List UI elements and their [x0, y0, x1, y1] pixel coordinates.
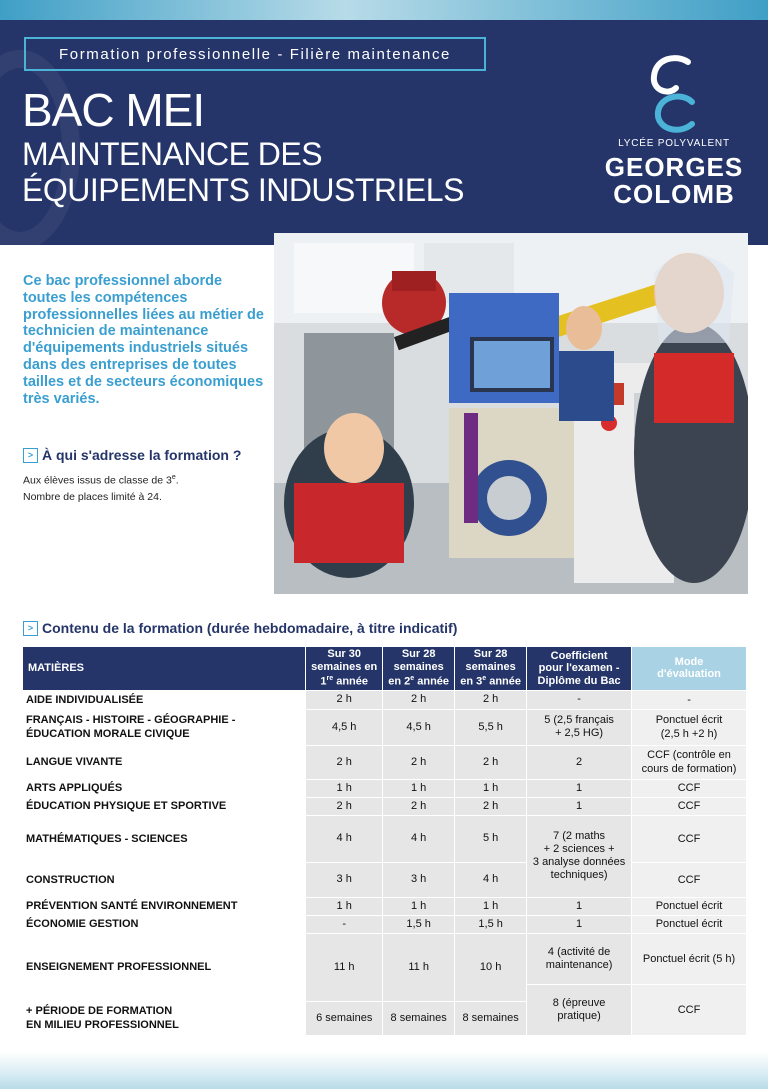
table-row	[23, 709, 747, 745]
subject-name: ENSEIGNEMENT PROFESSIONNEL	[23, 933, 306, 1001]
evaluation-mode: CCF	[632, 815, 747, 862]
arrow-box-icon: >	[23, 621, 38, 636]
hours-year-2: 4 h	[383, 815, 455, 862]
evaluation-mode-line-1: CCF (contrôle en	[647, 749, 731, 761]
hours-year-1: 2 h	[306, 690, 383, 709]
coefficient: 1	[527, 915, 632, 933]
header-coefficient	[527, 647, 632, 690]
subject-name: ARTS APPLIQUÉS	[23, 779, 306, 797]
header-year-2-sup: e	[410, 675, 415, 683]
header-year-2	[383, 647, 455, 690]
hours-year-3: 2 h	[455, 745, 527, 779]
coefficient: 1	[527, 797, 632, 815]
hours-year-2: 2 h	[383, 745, 455, 779]
school-logo	[594, 40, 754, 240]
table-row	[23, 690, 747, 709]
coefficient-line-2: pratique)	[557, 1009, 601, 1022]
subject-name-line-2: EN MILIEU PROFESSIONNEL	[26, 1019, 179, 1031]
hours-year-2: 2 h	[383, 797, 455, 815]
subject-name-line-1: + PÉRIODE DE FORMATION	[26, 1005, 173, 1017]
hours-year-3: 5 h	[455, 815, 527, 862]
subject-name	[23, 1001, 306, 1035]
hours-year-2: 2 h	[383, 690, 455, 709]
coefficient	[527, 984, 632, 1035]
evaluation-mode	[632, 745, 747, 779]
hours-year-1: 1 h	[306, 779, 383, 797]
subject-name: ÉDUCATION PHYSIQUE ET SPORTIVE	[23, 797, 306, 815]
header-coef-line-2: pour l'examen -	[538, 662, 620, 674]
hours-year-3: 4 h	[455, 862, 527, 897]
hours-year-3: 2 h	[455, 797, 527, 815]
table-row	[23, 815, 747, 862]
page-title: BAC MEI	[22, 84, 205, 136]
hours-year-2: 1,5 h	[383, 915, 455, 933]
header-year-1-word: année	[333, 675, 368, 688]
header-mode-line-2: d'évaluation	[657, 668, 721, 681]
header-year-1-sup: re	[326, 675, 334, 683]
hours-year-1: -	[306, 915, 383, 933]
coefficient: 2	[527, 745, 632, 779]
content-heading-text: Contenu de la formation (durée hebdomadaire, à titre indicatif)	[42, 620, 458, 636]
logo-caption: LYCÉE POLYVALENT	[618, 138, 730, 149]
header-year-3-line-3	[455, 673, 526, 688]
subject-name-line-1: FRANÇAIS - HISTOIRE - GÉOGRAPHIE -	[26, 714, 236, 726]
coefficient-line-1: 5 (2,5 français	[544, 714, 614, 726]
header-year-1-line-1: Sur 30	[327, 648, 362, 661]
coefficient	[527, 709, 632, 745]
header-year-1-line-3	[306, 673, 382, 688]
evaluation-mode-line-2: (2,5 h +2 h)	[660, 728, 718, 740]
evaluation-mode-line-2: cours de formation)	[641, 763, 737, 775]
intro-paragraph: Ce bac professionnel aborde toutes les compétences professionnelles liées au métier de technicien de maintenance d'équipements industriels situés dans des entreprises de toutes tailles et de secteurs économiques très variés.	[23, 273, 264, 407]
header-year-3-line-2: semaines	[465, 660, 516, 673]
subtitle-line-2: ÉQUIPEMENTS INDUSTRIELS	[22, 172, 464, 208]
evaluation-mode: -	[632, 690, 747, 709]
hours-year-3: 1 h	[455, 779, 527, 797]
workshop-photo	[274, 233, 748, 594]
hours-year-2: 11 h	[383, 933, 455, 1001]
audience-line-1-text: Aux élèves issus de classe de 3	[23, 474, 172, 487]
header-coef-line-3: Diplôme du Bac	[537, 674, 621, 687]
duration-year-2: 8 semaines	[383, 1001, 455, 1035]
table-row	[23, 797, 747, 815]
header-year-2-line-3	[383, 673, 454, 688]
coefficient-line-2: + 2,5 HG)	[555, 727, 604, 739]
hours-year-1: 4 h	[306, 815, 383, 862]
hours-year-1: 3 h	[306, 862, 383, 897]
subject-name	[23, 709, 306, 745]
hours-year-1: 2 h	[306, 797, 383, 815]
workshop-illustration	[274, 233, 748, 594]
coefficient: 1	[527, 897, 632, 915]
evaluation-mode: CCF	[632, 984, 747, 1035]
table-row	[23, 897, 747, 915]
logo-name-line-1: GEORGES	[604, 152, 744, 182]
audience-heading	[23, 447, 241, 463]
coefficient-line-2: + 2 sciences +	[543, 843, 615, 855]
audience-line-1-end: .	[175, 474, 179, 487]
hours-year-2: 3 h	[383, 862, 455, 897]
header-year-1	[306, 647, 383, 690]
evaluation-mode: CCF	[632, 862, 747, 897]
hours-year-3: 1,5 h	[455, 915, 527, 933]
table-row	[23, 779, 747, 797]
header-year-2-word: année	[414, 675, 450, 688]
coefficient: -	[527, 690, 632, 709]
hours-year-2: 1 h	[383, 897, 455, 915]
header-year-2-line-2: semaines	[393, 660, 444, 673]
audience-heading-text: À qui s'adresse la formation ?	[42, 447, 242, 463]
subtitle-line-1: MAINTENANCE DES	[22, 136, 323, 172]
logo-mark-icon	[646, 54, 702, 136]
subject-name-line-2: ÉDUCATION MORALE CIVIQUE	[26, 728, 190, 740]
hours-year-2: 1 h	[383, 779, 455, 797]
coefficient-line-3: 3 analyse données	[532, 856, 626, 868]
hours-year-3: 10 h	[455, 933, 527, 1001]
hours-year-3: 5,5 h	[455, 709, 527, 745]
table-row	[23, 862, 747, 897]
subject-name: MATHÉMATIQUES - SCIENCES	[23, 815, 306, 862]
duration-year-1: 6 semaines	[306, 1001, 383, 1035]
subject-name: LANGUE VIVANTE	[23, 745, 306, 779]
subject-name: CONSTRUCTION	[23, 862, 306, 897]
header-year-2-num: en 2	[388, 675, 411, 688]
header-year-3-word: année	[486, 675, 522, 688]
duration-year-3: 8 semaines	[455, 1001, 527, 1035]
coefficient: 1	[527, 779, 632, 797]
evaluation-mode: Ponctuel écrit	[632, 915, 747, 933]
header-mode	[632, 647, 747, 690]
header-coef-line-1: Coefficient	[550, 649, 608, 662]
subject-name: AIDE INDIVIDUALISÉE	[23, 690, 306, 709]
hours-year-1: 1 h	[306, 897, 383, 915]
arrow-box-icon: >	[23, 448, 38, 463]
header-year-3	[455, 647, 527, 690]
table-row	[23, 933, 747, 984]
audience-line-2: Nombre de places limité à 24.	[23, 490, 162, 503]
bottom-stripe	[0, 1052, 768, 1089]
hours-year-1: 2 h	[306, 745, 383, 779]
table-header-row	[23, 647, 747, 690]
coefficient-line-4: techniques)	[550, 869, 608, 881]
header-year-3-line-1: Sur 28	[473, 648, 508, 661]
evaluation-mode-line-1: Ponctuel écrit	[655, 714, 723, 726]
logo-name	[594, 154, 754, 208]
audience-line-1-sup: e	[171, 474, 176, 481]
subject-name: PRÉVENTION SANTÉ ENVIRONNEMENT	[23, 897, 306, 915]
coefficient-line-1: 8 (épreuve	[552, 996, 606, 1009]
evaluation-mode	[632, 709, 747, 745]
coefficient-line-2: maintenance)	[545, 958, 613, 971]
audience-text	[23, 470, 268, 505]
evaluation-mode: Ponctuel écrit	[632, 897, 747, 915]
evaluation-mode: CCF	[632, 797, 747, 815]
header-year-1-num: 1	[320, 675, 327, 688]
header-year-3-sup: e	[482, 675, 487, 683]
hours-year-1: 4,5 h	[306, 709, 383, 745]
header-mode-line-1: Mode	[674, 655, 704, 668]
table-row	[23, 915, 747, 933]
evaluation-mode: CCF	[632, 779, 747, 797]
hours-year-1: 11 h	[306, 933, 383, 1001]
curriculum-table	[23, 647, 747, 1036]
hours-year-2: 4,5 h	[383, 709, 455, 745]
coefficient-line-1: 4 (activité de	[547, 945, 611, 958]
coefficient-merged	[527, 815, 632, 897]
coefficient	[527, 933, 632, 984]
header-banner	[0, 20, 768, 245]
logo-name-line-2: COLOMB	[613, 179, 735, 209]
header-year-1-line-2: semaines en	[311, 660, 378, 673]
content-heading	[23, 620, 457, 636]
hours-year-3: 2 h	[455, 690, 527, 709]
header-year-3-num: en 3	[460, 675, 483, 688]
table-row	[23, 745, 747, 779]
evaluation-mode: Ponctuel écrit (5 h)	[632, 933, 747, 984]
hours-year-3: 1 h	[455, 897, 527, 915]
top-stripe	[0, 0, 768, 20]
category-tag: Formation professionnelle - Filière maintenance	[24, 37, 486, 71]
header-year-2-line-1: Sur 28	[401, 648, 436, 661]
header-matieres: MATIÈRES	[23, 647, 306, 690]
audience-line-1	[23, 470, 268, 489]
page-subtitle	[22, 136, 464, 208]
coefficient-line-1: 7 (2 maths	[553, 830, 606, 842]
subject-name: ÉCONOMIE GESTION	[23, 915, 306, 933]
